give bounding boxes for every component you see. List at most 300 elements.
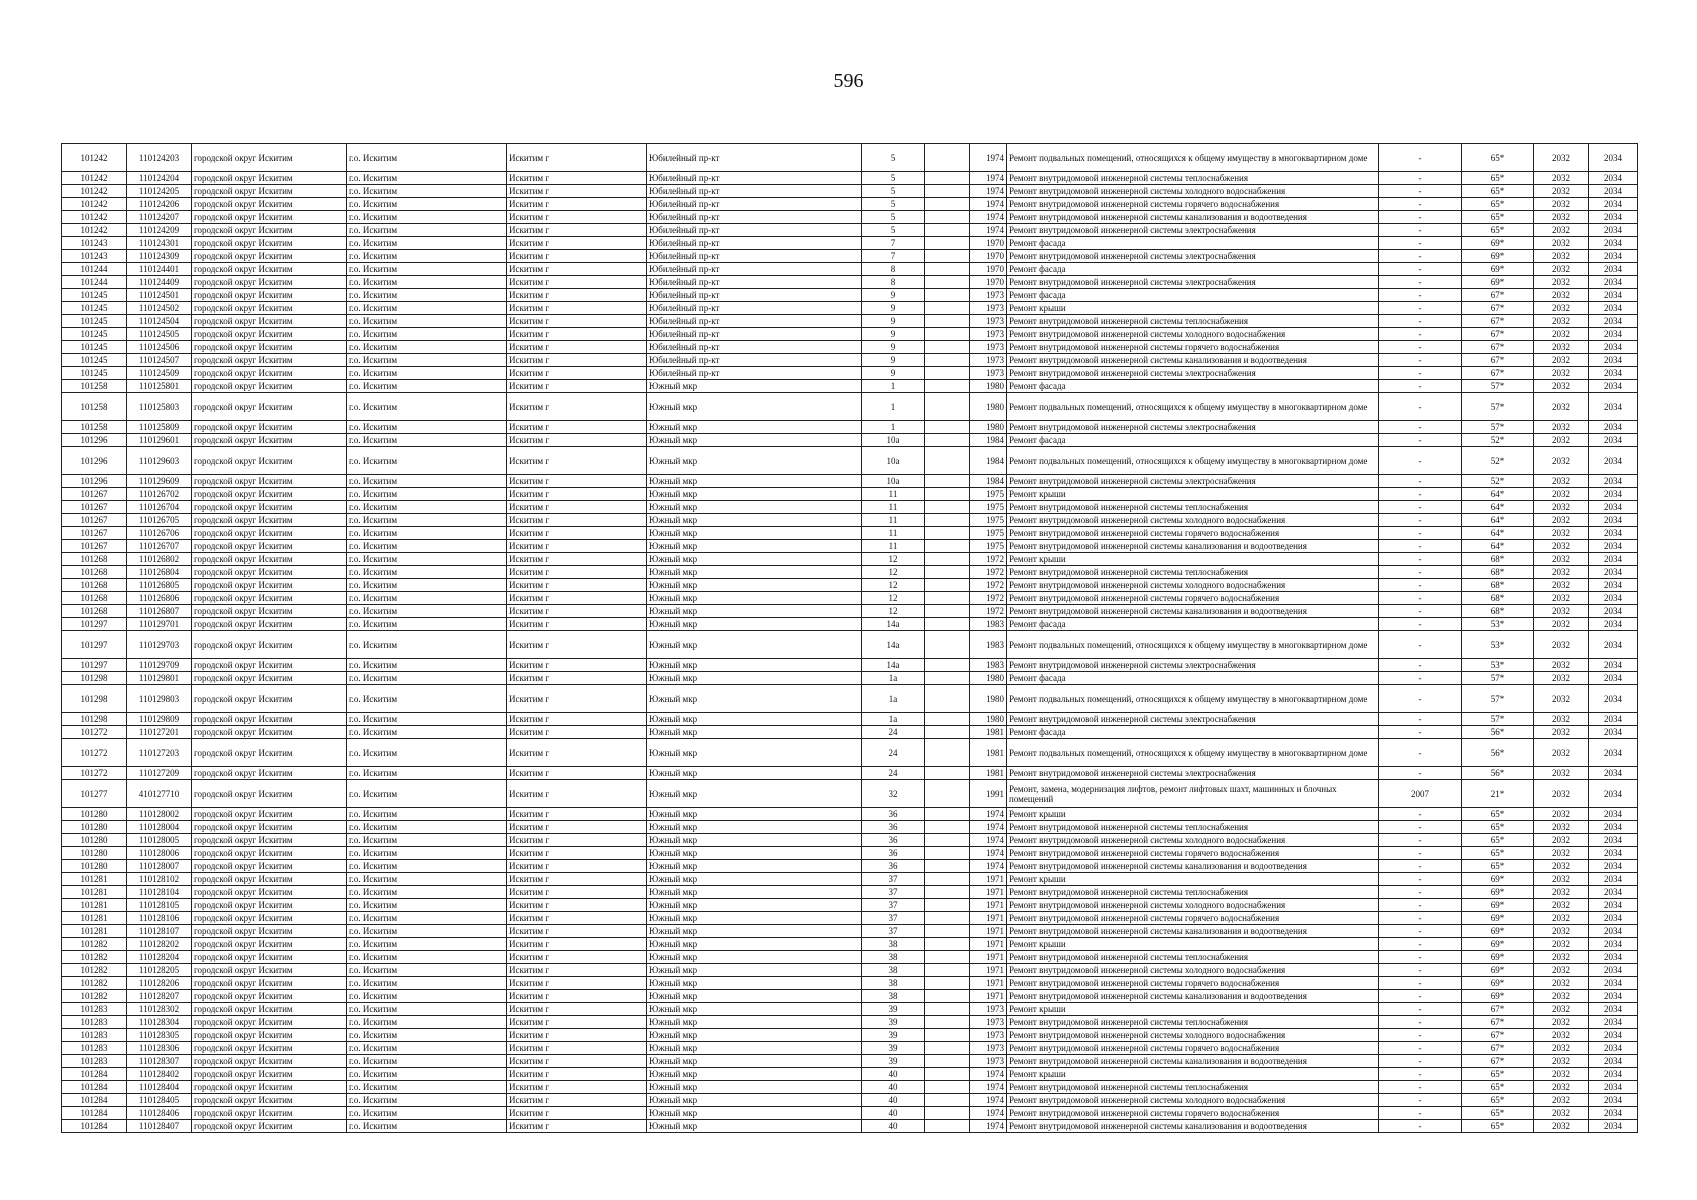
cell-house-number: 9 (862, 328, 925, 341)
cell-work-type: Ремонт внутридомовой инженерной системы канализования и водоотведения (1007, 1120, 1379, 1133)
cell-wear-percent: 67* (1462, 354, 1534, 367)
cell-municipality: г.о. Искитим (347, 540, 507, 553)
table-row (62, 540, 1638, 553)
cell-building (925, 860, 970, 873)
cell-municipality: г.о. Искитим (347, 847, 507, 860)
cell-house-id: 101280 (62, 860, 127, 873)
table-row (62, 393, 1638, 421)
cell-municipality: г.о. Искитим (347, 821, 507, 834)
cell-municipality: г.о. Искитим (347, 808, 507, 821)
cell-settlement: Искитим г (507, 501, 647, 514)
cell-work-id: 110126806 (127, 592, 192, 605)
cell-wear-percent: 69* (1462, 886, 1534, 899)
cell-wear-percent: 56* (1462, 767, 1534, 780)
cell-house-id: 101268 (62, 566, 127, 579)
cell-last-repair-year: - (1379, 185, 1462, 198)
cell-settlement: Искитим г (507, 618, 647, 631)
cell-work-id: 110128206 (127, 977, 192, 990)
cell-settlement: Искитим г (507, 341, 647, 354)
cell-last-repair-year: - (1379, 1042, 1462, 1055)
table-row (62, 808, 1638, 821)
cell-house-id: 101282 (62, 977, 127, 990)
cell-street: Южный мкр (647, 1029, 862, 1042)
table-body (62, 144, 1638, 1133)
cell-house-id: 101284 (62, 1068, 127, 1081)
cell-building (925, 1029, 970, 1042)
cell-street: Юбилейный пр-кт (647, 302, 862, 315)
table-row (62, 739, 1638, 767)
cell-plan-start-year: 2032 (1534, 951, 1589, 964)
cell-building (925, 873, 970, 886)
cell-building (925, 185, 970, 198)
table-row (62, 514, 1638, 527)
cell-plan-end-year: 2034 (1589, 925, 1638, 938)
cell-last-repair-year: - (1379, 860, 1462, 873)
cell-house-id: 101268 (62, 605, 127, 618)
cell-plan-start-year: 2032 (1534, 198, 1589, 211)
cell-last-repair-year: - (1379, 367, 1462, 380)
cell-plan-end-year: 2034 (1589, 685, 1638, 713)
cell-plan-start-year: 2032 (1534, 1029, 1589, 1042)
cell-plan-end-year: 2034 (1589, 592, 1638, 605)
table-row (62, 566, 1638, 579)
cell-settlement: Искитим г (507, 938, 647, 951)
cell-house-id: 101283 (62, 1042, 127, 1055)
cell-last-repair-year: - (1379, 224, 1462, 237)
cell-municipality: г.о. Искитим (347, 618, 507, 631)
cell-plan-end-year: 2034 (1589, 860, 1638, 873)
cell-year-built: 1974 (970, 1068, 1007, 1081)
cell-work-id: 110128002 (127, 808, 192, 821)
cell-plan-start-year: 2032 (1534, 276, 1589, 289)
cell-house-number: 9 (862, 302, 925, 315)
cell-house-number: 11 (862, 514, 925, 527)
cell-wear-percent: 67* (1462, 341, 1534, 354)
cell-work-id: 110124507 (127, 354, 192, 367)
cell-building (925, 990, 970, 1003)
cell-street: Южный мкр (647, 925, 862, 938)
table-row (62, 659, 1638, 672)
cell-plan-start-year: 2032 (1534, 834, 1589, 847)
cell-settlement: Искитим г (507, 1042, 647, 1055)
table-row (62, 341, 1638, 354)
cell-street: Южный мкр (647, 1016, 862, 1029)
cell-wear-percent: 68* (1462, 579, 1534, 592)
cell-house-number: 12 (862, 605, 925, 618)
cell-municipal-district: городской округ Искитим (192, 393, 347, 421)
cell-municipality: г.о. Искитим (347, 1094, 507, 1107)
cell-building (925, 514, 970, 527)
cell-work-id: 110124504 (127, 315, 192, 328)
cell-municipality: г.о. Искитим (347, 289, 507, 302)
cell-house-number: 9 (862, 367, 925, 380)
cell-work-type: Ремонт внутридомовой инженерной системы горячего водоснабжения (1007, 1042, 1379, 1055)
cell-municipality: г.о. Искитим (347, 631, 507, 659)
cell-municipal-district: городской округ Искитим (192, 726, 347, 739)
cell-work-id: 110128304 (127, 1016, 192, 1029)
cell-municipal-district: городской округ Искитим (192, 488, 347, 501)
cell-settlement: Искитим г (507, 886, 647, 899)
cell-work-type: Ремонт внутридомовой инженерной системы канализования и водоотведения (1007, 354, 1379, 367)
cell-work-type: Ремонт внутридомовой инженерной системы канализования и водоотведения (1007, 211, 1379, 224)
cell-street: Юбилейный пр-кт (647, 328, 862, 341)
table-row (62, 964, 1638, 977)
cell-building (925, 237, 970, 250)
cell-last-repair-year: - (1379, 501, 1462, 514)
cell-plan-end-year: 2034 (1589, 328, 1638, 341)
cell-building (925, 821, 970, 834)
cell-year-built: 1974 (970, 1120, 1007, 1133)
table-row (62, 185, 1638, 198)
cell-house-id: 101245 (62, 289, 127, 302)
table-row (62, 834, 1638, 847)
cell-wear-percent: 64* (1462, 501, 1534, 514)
cell-street: Юбилейный пр-кт (647, 224, 862, 237)
cell-wear-percent: 64* (1462, 488, 1534, 501)
cell-work-type: Ремонт внутридомовой инженерной системы электроснабжения (1007, 276, 1379, 289)
cell-plan-end-year: 2034 (1589, 1016, 1638, 1029)
cell-street: Южный мкр (647, 553, 862, 566)
cell-building (925, 198, 970, 211)
cell-street: Южный мкр (647, 659, 862, 672)
cell-settlement: Искитим г (507, 860, 647, 873)
cell-plan-end-year: 2034 (1589, 263, 1638, 276)
cell-work-id: 110128202 (127, 938, 192, 951)
cell-year-built: 1973 (970, 341, 1007, 354)
cell-municipal-district: городской округ Искитим (192, 672, 347, 685)
cell-year-built: 1971 (970, 990, 1007, 1003)
cell-settlement: Искитим г (507, 592, 647, 605)
cell-house-id: 101268 (62, 579, 127, 592)
cell-municipal-district: городской округ Искитим (192, 566, 347, 579)
cell-street: Южный мкр (647, 1107, 862, 1120)
cell-plan-start-year: 2032 (1534, 990, 1589, 1003)
cell-municipality: г.о. Искитим (347, 302, 507, 315)
cell-work-id: 110124301 (127, 237, 192, 250)
cell-house-id: 101245 (62, 328, 127, 341)
cell-settlement: Искитим г (507, 144, 647, 172)
cell-wear-percent: 68* (1462, 553, 1534, 566)
cell-settlement: Искитим г (507, 315, 647, 328)
cell-work-id: 110128305 (127, 1029, 192, 1042)
cell-plan-start-year: 2032 (1534, 873, 1589, 886)
cell-last-repair-year: - (1379, 605, 1462, 618)
cell-year-built: 1973 (970, 315, 1007, 328)
cell-last-repair-year: - (1379, 211, 1462, 224)
cell-wear-percent: 65* (1462, 1120, 1534, 1133)
cell-street: Южный мкр (647, 1094, 862, 1107)
cell-building (925, 263, 970, 276)
cell-house-number: 24 (862, 726, 925, 739)
cell-house-number: 12 (862, 579, 925, 592)
cell-wear-percent: 69* (1462, 873, 1534, 886)
cell-work-id: 110126805 (127, 579, 192, 592)
cell-municipality: г.о. Искитим (347, 447, 507, 475)
cell-settlement: Искитим г (507, 605, 647, 618)
cell-plan-end-year: 2034 (1589, 172, 1638, 185)
cell-street: Южный мкр (647, 685, 862, 713)
cell-wear-percent: 69* (1462, 938, 1534, 951)
cell-plan-end-year: 2034 (1589, 1120, 1638, 1133)
cell-year-built: 1974 (970, 860, 1007, 873)
cell-municipal-district: городской округ Искитим (192, 1068, 347, 1081)
table-row (62, 488, 1638, 501)
cell-wear-percent: 57* (1462, 380, 1534, 393)
cell-house-number: 5 (862, 211, 925, 224)
table-row (62, 1094, 1638, 1107)
table-row (62, 501, 1638, 514)
cell-municipality: г.о. Искитим (347, 964, 507, 977)
cell-building (925, 925, 970, 938)
cell-house-number: 39 (862, 1016, 925, 1029)
cell-plan-start-year: 2032 (1534, 393, 1589, 421)
cell-plan-end-year: 2034 (1589, 739, 1638, 767)
cell-municipality: г.о. Искитим (347, 1016, 507, 1029)
cell-municipal-district: городской округ Искитим (192, 250, 347, 263)
cell-plan-start-year: 2032 (1534, 713, 1589, 726)
cell-work-id: 110124309 (127, 250, 192, 263)
cell-settlement: Искитим г (507, 328, 647, 341)
cell-year-built: 1973 (970, 1042, 1007, 1055)
cell-work-id: 110128005 (127, 834, 192, 847)
cell-wear-percent: 57* (1462, 713, 1534, 726)
cell-building (925, 276, 970, 289)
cell-wear-percent: 65* (1462, 224, 1534, 237)
cell-last-repair-year: - (1379, 977, 1462, 990)
cell-street: Южный мкр (647, 847, 862, 860)
cell-settlement: Искитим г (507, 475, 647, 488)
cell-plan-end-year: 2034 (1589, 847, 1638, 860)
cell-work-type: Ремонт внутридомовой инженерной системы теплоснабжения (1007, 172, 1379, 185)
cell-year-built: 1975 (970, 501, 1007, 514)
cell-wear-percent: 53* (1462, 659, 1534, 672)
cell-house-number: 7 (862, 250, 925, 263)
cell-plan-end-year: 2034 (1589, 1107, 1638, 1120)
cell-municipal-district: городской округ Искитим (192, 434, 347, 447)
cell-house-number: 1а (862, 713, 925, 726)
cell-plan-start-year: 2032 (1534, 380, 1589, 393)
cell-municipality: г.о. Искитим (347, 172, 507, 185)
cell-house-id: 101267 (62, 501, 127, 514)
cell-work-type: Ремонт подвальных помещений, относящихся к общему имуществу в многоквартирном доме (1007, 685, 1379, 713)
cell-year-built: 1971 (970, 951, 1007, 964)
cell-year-built: 1975 (970, 527, 1007, 540)
cell-municipality: г.о. Искитим (347, 250, 507, 263)
cell-street: Южный мкр (647, 566, 862, 579)
cell-settlement: Искитим г (507, 1003, 647, 1016)
cell-work-id: 110124401 (127, 263, 192, 276)
cell-year-built: 1980 (970, 393, 1007, 421)
cell-plan-end-year: 2034 (1589, 224, 1638, 237)
cell-plan-start-year: 2032 (1534, 172, 1589, 185)
cell-plan-end-year: 2034 (1589, 380, 1638, 393)
cell-plan-end-year: 2034 (1589, 977, 1638, 990)
cell-building (925, 912, 970, 925)
cell-last-repair-year: - (1379, 886, 1462, 899)
cell-house-number: 36 (862, 821, 925, 834)
cell-house-id: 101280 (62, 821, 127, 834)
cell-municipal-district: городской округ Искитим (192, 354, 347, 367)
cell-street: Южный мкр (647, 501, 862, 514)
cell-work-id: 110128107 (127, 925, 192, 938)
cell-municipal-district: городской округ Искитим (192, 289, 347, 302)
cell-wear-percent: 65* (1462, 198, 1534, 211)
cell-municipality: г.о. Искитим (347, 780, 507, 808)
cell-house-id: 101280 (62, 834, 127, 847)
cell-work-id: 110128104 (127, 886, 192, 899)
cell-house-number: 39 (862, 1003, 925, 1016)
cell-street: Южный мкр (647, 1120, 862, 1133)
cell-wear-percent: 65* (1462, 821, 1534, 834)
cell-house-id: 101272 (62, 739, 127, 767)
cell-house-id: 101281 (62, 899, 127, 912)
cell-settlement: Искитим г (507, 964, 647, 977)
cell-wear-percent: 64* (1462, 540, 1534, 553)
cell-plan-end-year: 2034 (1589, 821, 1638, 834)
cell-plan-start-year: 2032 (1534, 579, 1589, 592)
cell-plan-end-year: 2034 (1589, 566, 1638, 579)
cell-wear-percent: 67* (1462, 289, 1534, 302)
cell-plan-end-year: 2034 (1589, 912, 1638, 925)
table-row (62, 767, 1638, 780)
cell-plan-start-year: 2032 (1534, 821, 1589, 834)
table-row (62, 780, 1638, 808)
cell-work-type: Ремонт внутридомовой инженерной системы горячего водоснабжения (1007, 1107, 1379, 1120)
cell-settlement: Искитим г (507, 925, 647, 938)
cell-municipal-district: городской округ Искитим (192, 367, 347, 380)
cell-plan-end-year: 2034 (1589, 964, 1638, 977)
cell-last-repair-year: - (1379, 475, 1462, 488)
cell-house-number: 37 (862, 899, 925, 912)
cell-municipality: г.о. Искитим (347, 198, 507, 211)
cell-municipal-district: городской округ Искитим (192, 912, 347, 925)
cell-work-id: 110129609 (127, 475, 192, 488)
cell-settlement: Искитим г (507, 1120, 647, 1133)
cell-year-built: 1974 (970, 185, 1007, 198)
cell-building (925, 380, 970, 393)
table-row (62, 990, 1638, 1003)
cell-year-built: 1974 (970, 211, 1007, 224)
cell-work-id: 110127201 (127, 726, 192, 739)
cell-municipal-district: городской округ Искитим (192, 475, 347, 488)
cell-last-repair-year: - (1379, 198, 1462, 211)
cell-work-type: Ремонт внутридомовой инженерной системы горячего водоснабжения (1007, 847, 1379, 860)
cell-last-repair-year: - (1379, 341, 1462, 354)
cell-work-id: 110126804 (127, 566, 192, 579)
cell-settlement: Искитим г (507, 237, 647, 250)
cell-year-built: 1980 (970, 672, 1007, 685)
cell-house-id: 101242 (62, 185, 127, 198)
cell-plan-start-year: 2032 (1534, 434, 1589, 447)
cell-plan-start-year: 2032 (1534, 977, 1589, 990)
cell-plan-end-year: 2034 (1589, 198, 1638, 211)
cell-municipal-district: городской округ Искитим (192, 579, 347, 592)
cell-work-id: 110126705 (127, 514, 192, 527)
cell-house-id: 101242 (62, 172, 127, 185)
cell-building (925, 393, 970, 421)
cell-work-id: 110126702 (127, 488, 192, 501)
cell-municipality: г.о. Искитим (347, 527, 507, 540)
cell-plan-end-year: 2034 (1589, 527, 1638, 540)
table-row (62, 938, 1638, 951)
cell-wear-percent: 57* (1462, 685, 1534, 713)
cell-year-built: 1970 (970, 250, 1007, 263)
table-row (62, 951, 1638, 964)
cell-building (925, 488, 970, 501)
cell-work-id: 110129703 (127, 631, 192, 659)
cell-wear-percent: 67* (1462, 1003, 1534, 1016)
cell-settlement: Искитим г (507, 1107, 647, 1120)
cell-street: Юбилейный пр-кт (647, 250, 862, 263)
cell-building (925, 886, 970, 899)
cell-year-built: 1971 (970, 899, 1007, 912)
cell-house-id: 101242 (62, 144, 127, 172)
cell-house-id: 101280 (62, 847, 127, 860)
cell-settlement: Искитим г (507, 566, 647, 579)
cell-municipal-district: городской округ Искитим (192, 447, 347, 475)
cell-last-repair-year: - (1379, 1068, 1462, 1081)
cell-building (925, 302, 970, 315)
cell-last-repair-year: - (1379, 250, 1462, 263)
cell-work-id: 110128307 (127, 1055, 192, 1068)
cell-municipality: г.о. Искитим (347, 315, 507, 328)
cell-year-built: 1974 (970, 1094, 1007, 1107)
cell-work-id: 110128404 (127, 1081, 192, 1094)
cell-municipality: г.о. Искитим (347, 276, 507, 289)
cell-plan-start-year: 2032 (1534, 185, 1589, 198)
cell-work-type: Ремонт внутридомовой инженерной системы холодного водоснабжения (1007, 579, 1379, 592)
cell-building (925, 341, 970, 354)
cell-house-number: 38 (862, 951, 925, 964)
cell-municipal-district: городской округ Искитим (192, 328, 347, 341)
cell-work-type: Ремонт фасада (1007, 618, 1379, 631)
cell-work-type: Ремонт фасада (1007, 237, 1379, 250)
cell-house-id: 101258 (62, 421, 127, 434)
cell-plan-end-year: 2034 (1589, 447, 1638, 475)
cell-house-number: 14а (862, 659, 925, 672)
cell-settlement: Искитим г (507, 276, 647, 289)
cell-building (925, 977, 970, 990)
cell-street: Юбилейный пр-кт (647, 172, 862, 185)
cell-municipal-district: городской округ Искитим (192, 713, 347, 726)
cell-municipality: г.о. Искитим (347, 938, 507, 951)
cell-street: Юбилейный пр-кт (647, 198, 862, 211)
cell-work-type: Ремонт внутридомовой инженерной системы канализования и водоотведения (1007, 860, 1379, 873)
cell-municipality: г.о. Искитим (347, 990, 507, 1003)
cell-municipality: г.о. Искитим (347, 1107, 507, 1120)
cell-settlement: Искитим г (507, 685, 647, 713)
cell-wear-percent: 67* (1462, 302, 1534, 315)
cell-municipality: г.о. Искитим (347, 899, 507, 912)
cell-municipality: г.о. Искитим (347, 237, 507, 250)
cell-house-number: 12 (862, 592, 925, 605)
cell-work-type: Ремонт внутридомовой инженерной системы электроснабжения (1007, 713, 1379, 726)
cell-building (925, 834, 970, 847)
cell-municipality: г.о. Искитим (347, 263, 507, 276)
cell-plan-start-year: 2032 (1534, 421, 1589, 434)
table-row (62, 224, 1638, 237)
cell-building (925, 767, 970, 780)
cell-work-type: Ремонт крыши (1007, 1003, 1379, 1016)
table-row (62, 447, 1638, 475)
cell-last-repair-year: - (1379, 434, 1462, 447)
cell-street: Южный мкр (647, 990, 862, 1003)
cell-building (925, 579, 970, 592)
cell-plan-start-year: 2032 (1534, 1094, 1589, 1107)
cell-house-id: 101243 (62, 237, 127, 250)
table-row (62, 172, 1638, 185)
cell-last-repair-year: - (1379, 380, 1462, 393)
